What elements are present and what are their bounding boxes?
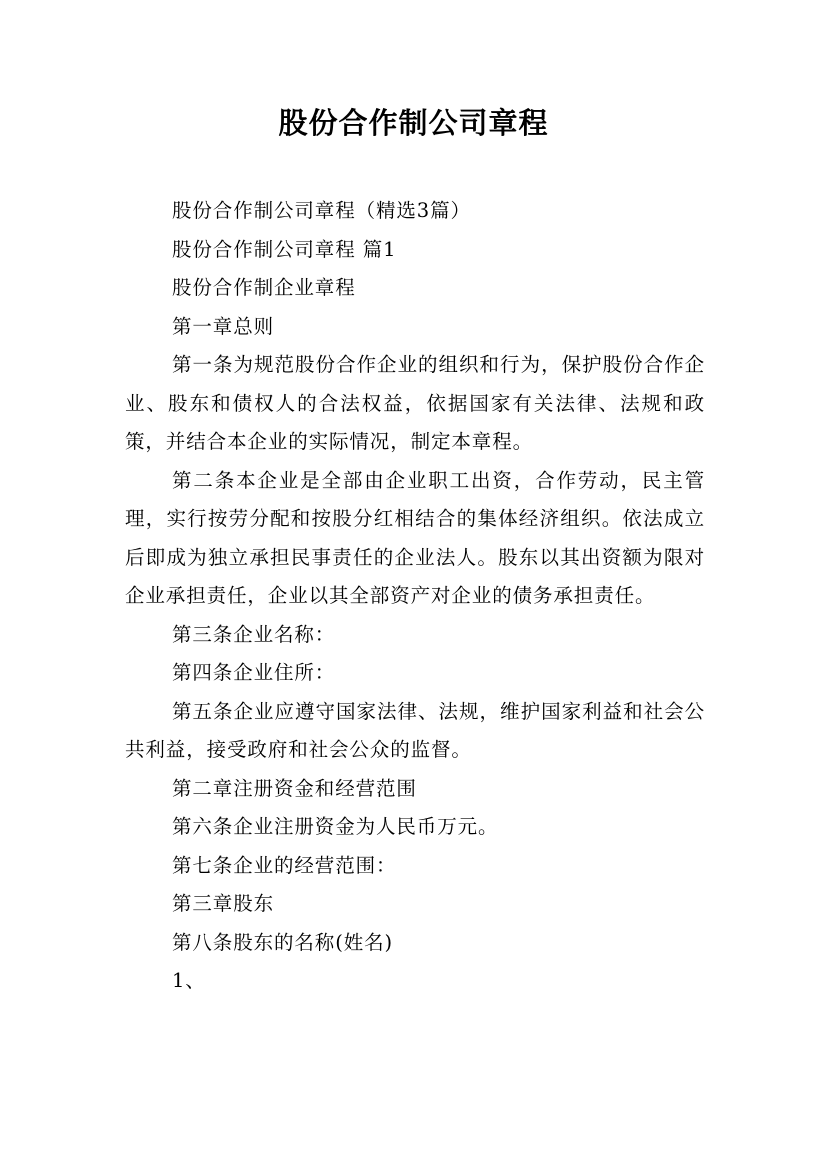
document-title: 股份合作制公司章程 [278, 106, 549, 140]
article-7: 第七条企业的经营范围： [172, 853, 397, 877]
list-item: 1、 [172, 969, 206, 992]
paragraph-subtitle: 股份合作制公司章程（精选3篇） [172, 199, 471, 222]
article-5: 第五条企业应遵守国家法律、法规，维护国家利益和社会公共利益，接受政府和社会公众的监督。 [125, 699, 705, 761]
article-8: 第八条股东的名称(姓名) [172, 930, 394, 954]
chapter-heading-3: 第三章股东 [172, 892, 275, 915]
paragraph-charter-title: 股份合作制企业章程 [172, 276, 356, 299]
article-3: 第三条企业名称： [172, 622, 336, 646]
chapter-heading-2: 第二章注册资金和经营范围 [172, 776, 417, 800]
article-1: 第一条为规范股份合作企业的组织和行为，保护股份合作企业、股东和债权人的合法权益，依据国家有关法律、法规和政策，并结合本企业的实际情况，制定本章程。 [125, 353, 705, 453]
article-2: 第二条本企业是全部由企业职工出资，合作劳动，民主管理，实行按劳分配和按股分红相结合的集体经济组织。依法成立后即成为独立承担民事责任的企业法人。股东以其出资额为限对企业承担责任，企业以其全部资产对企业的债务承担责任。 [125, 468, 705, 607]
document-body [125, 192, 705, 1001]
paragraph-part-heading: 股份合作制公司章程 篇1 [172, 237, 397, 261]
article-4: 第四条企业住所： [172, 661, 336, 684]
article-6: 第六条企业注册资金为人民币万元。 [172, 815, 499, 838]
chapter-heading-1: 第一章总则 [172, 314, 275, 338]
